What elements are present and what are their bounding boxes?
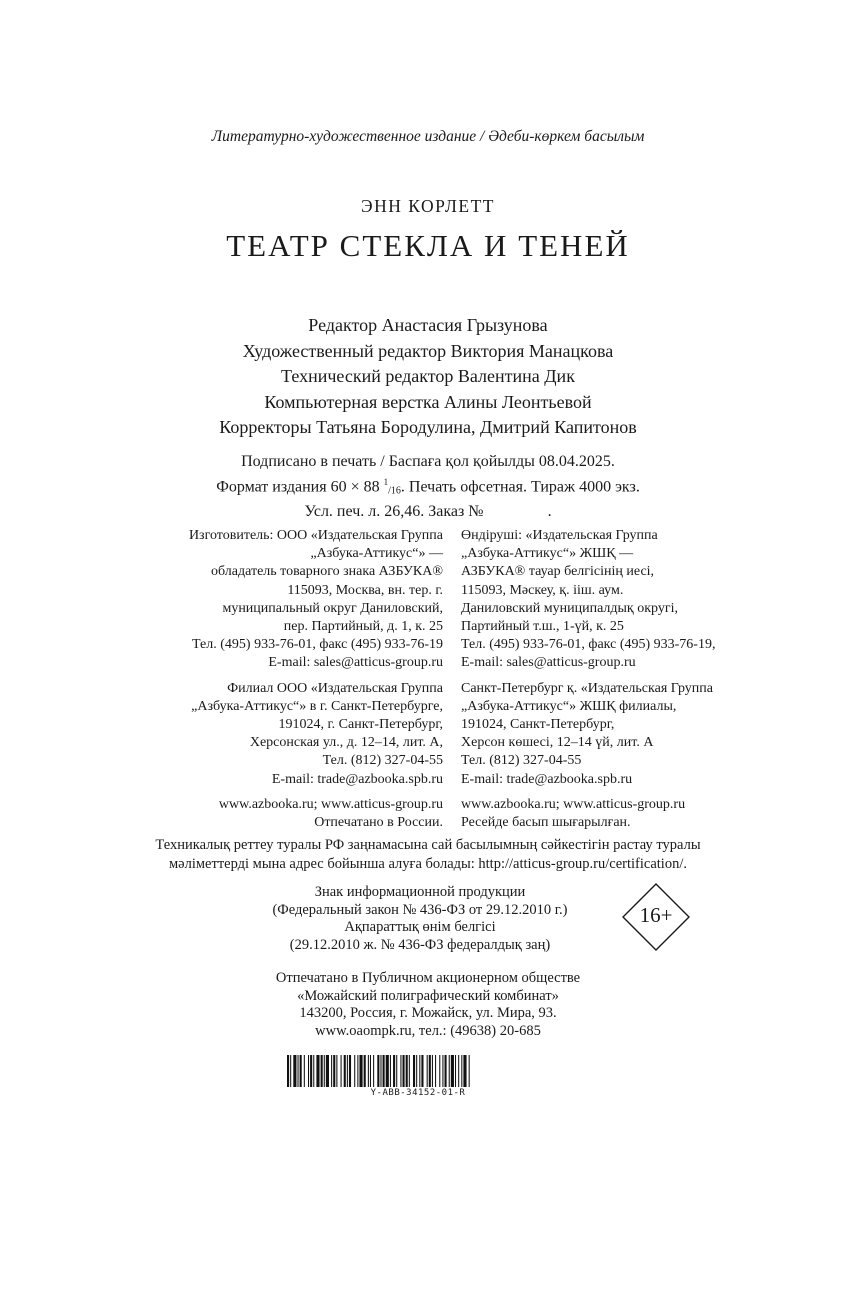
age-rating-badge [622, 883, 690, 951]
barcode-bar [313, 1055, 314, 1087]
barcode-bar [386, 1055, 389, 1087]
credit-line: Редактор Анастасия Грызунова [308, 315, 548, 335]
barcode-bar [403, 1055, 405, 1087]
info-product-sign: Знак информационной продукции (Федеральный закон № 436-ФЗ от 29.12.2010 г.) Ақпараттық өнім белгісі (29.12.2010 ж. № 436-ФЗ федералдық заң) [272, 884, 568, 953]
barcode-bar [380, 1055, 381, 1087]
barcode-bar [432, 1055, 433, 1087]
imprint-russian-column [120, 527, 443, 832]
barcode-bar [304, 1055, 305, 1087]
format-line: Формат издания 60 × 88 $^1$/16. Печать офсетная. Тираж 4000 экз. [216, 477, 640, 497]
barcode-bar [316, 1055, 319, 1087]
barcode-bar [429, 1055, 431, 1087]
barcode-bar [449, 1055, 450, 1087]
barcode-bar [421, 1055, 423, 1087]
barcode-bar [336, 1055, 337, 1087]
genre-line: Литературно-художественное издание / Әдеби-көркем басылым [211, 128, 645, 145]
barcode-bar [333, 1055, 335, 1087]
barcode-bar [406, 1055, 408, 1087]
barcode-bar [455, 1055, 456, 1087]
barcode-bar [400, 1055, 401, 1087]
barcode-bar [347, 1055, 348, 1087]
barcode-bar [357, 1055, 358, 1087]
certification-notice: Техникалық реттеу туралы РФ заңнамасына сай басылымның сәйкестігін растау туралы мәліметтерді мына адрес бойынша алуға болады: http://atticus-group.ru/certification/. [155, 837, 701, 872]
barcode-code: Y-ABB-34152-01-R [370, 1088, 466, 1098]
manufacturer-ru: Изготовитель: ООО «Издательская Группа „Азбука-Аттикус“» — обладатель товарного знака АЗБУКА® 115093, Москва, вн. тер. г. муниципальный округ Даниловский, пер. Партийный, д. 1, к. 25 Тел. (495) 933-76-01, факс (495) 933-76-19 E-mail: sales@atticus-group.ru [188, 528, 443, 671]
publication-info [0, 451, 856, 522]
barcode-bar [344, 1055, 346, 1087]
barcode-bar [310, 1055, 312, 1087]
barcode-bar [416, 1055, 417, 1087]
barcode-bar [290, 1055, 291, 1087]
barcode-bar [373, 1055, 374, 1087]
barcode-bar [341, 1055, 342, 1087]
barcode-bar [354, 1055, 355, 1087]
barcode-bar [442, 1055, 443, 1087]
credits-block [0, 313, 856, 441]
barcode-bar [427, 1055, 428, 1087]
print-sheets-order: Усл. печ. л. 26,46. Заказ № . [304, 503, 552, 521]
web-ru: www.azbooka.ru; www.atticus-group.ru Отпечатано в России. [218, 796, 443, 831]
barcode-bar [396, 1055, 397, 1087]
barcode-bar [390, 1055, 391, 1087]
barcode-bar [326, 1055, 329, 1087]
barcode-bar [469, 1055, 470, 1087]
barcode-bar [435, 1055, 436, 1087]
credit-line: Технический редактор Валентина Дик [281, 366, 575, 386]
barcode-bar [359, 1055, 362, 1087]
barcode-bar [368, 1055, 369, 1087]
barcode-bar [300, 1055, 302, 1087]
barcode-icon [287, 1055, 549, 1087]
credit-line: Корректоры Татьяна Бородулина, Дмитрий Капитонов [219, 417, 637, 437]
barcode-bar [287, 1055, 289, 1087]
barcode-bar [409, 1055, 410, 1087]
barcode-bar [364, 1055, 366, 1087]
barcode-bar [393, 1055, 395, 1087]
barcode-bar [413, 1055, 415, 1087]
signed-to-print: Подписано в печать / Баспаға қол қойылды 08.04.2025. [241, 453, 615, 470]
branch-ru: Филиал ООО «Издательская Группа „Азбука-Аттикус“» в г. Санкт-Петербурге, 191024, г. Санкт-Петербург, Херсонская ул., д. 12–14, лит. А, Тел. (812) 327-04-55 E-mail: trade@azbooka.spb.ru [191, 680, 443, 787]
imprint-kazakh-column [461, 527, 791, 832]
web-kz: www.azbooka.ru; www.atticus-group.ru Ресейде басып шығарылған. [461, 796, 686, 831]
age-rating-text: 16+ [639, 903, 673, 927]
barcode-bar [463, 1055, 466, 1087]
barcode-bar [370, 1055, 371, 1087]
barcode-bar [293, 1055, 296, 1087]
credit-line: Художественный редактор Виктория Манацкова [242, 340, 614, 361]
barcode-bar [377, 1055, 379, 1087]
branch-kz: Санкт-Петербург қ. «Издательская Группа „Азбука-Аттикус“» ЖШҚ филиалы, 191024, Санкт-Петербург, Херсон көшесі, 12–14 үй, лит. А Тел. (812) 327-04-55 E-mail: trade@azbooka.spb.ru [461, 680, 713, 787]
author-name: ЭНН КОРЛЕТТ [361, 196, 495, 216]
credit-line: Компьютерная верстка Алины Леонтьевой [264, 391, 592, 412]
barcode-bar [458, 1055, 459, 1087]
barcode-bar [331, 1055, 332, 1087]
barcode-bar [419, 1055, 420, 1087]
barcode-bar [445, 1055, 447, 1087]
barcode-bar [439, 1055, 440, 1087]
barcode-bar [308, 1055, 309, 1087]
book-title: ТЕАТР СТЕКЛА И ТЕНЕЙ [226, 228, 630, 263]
manufacturer-kz: Өндіруші: «Издательская Группа „Азбука-Аттикус“» ЖШҚ — АЗБУКА® тауар белгісінің иесі, 115093, Мәскеу, қ. ііш. аум. Даниловский муниципалдық округі, Партийный т.ш., 1-үй, к. 25 Тел. (495) 933-76-01, факс (495) 933-76-19, E-mail: sales@atticus-group.ru [461, 528, 716, 671]
barcode-bar [321, 1055, 323, 1087]
barcode-bar [298, 1055, 299, 1087]
barcode-bar [451, 1055, 454, 1087]
barcode-bar [461, 1055, 462, 1087]
printing-house: Отпечатано в Публичном акционерном обществе «Можайский полиграфический комбинат» 143200, Россия, г. Можайск, ул. Мира, 93. www.oaompk.ru, тел.: (49638) 20-685 [275, 970, 581, 1039]
barcode-bar [383, 1055, 385, 1087]
barcode-bar [324, 1055, 325, 1087]
barcode-bar [349, 1055, 351, 1087]
